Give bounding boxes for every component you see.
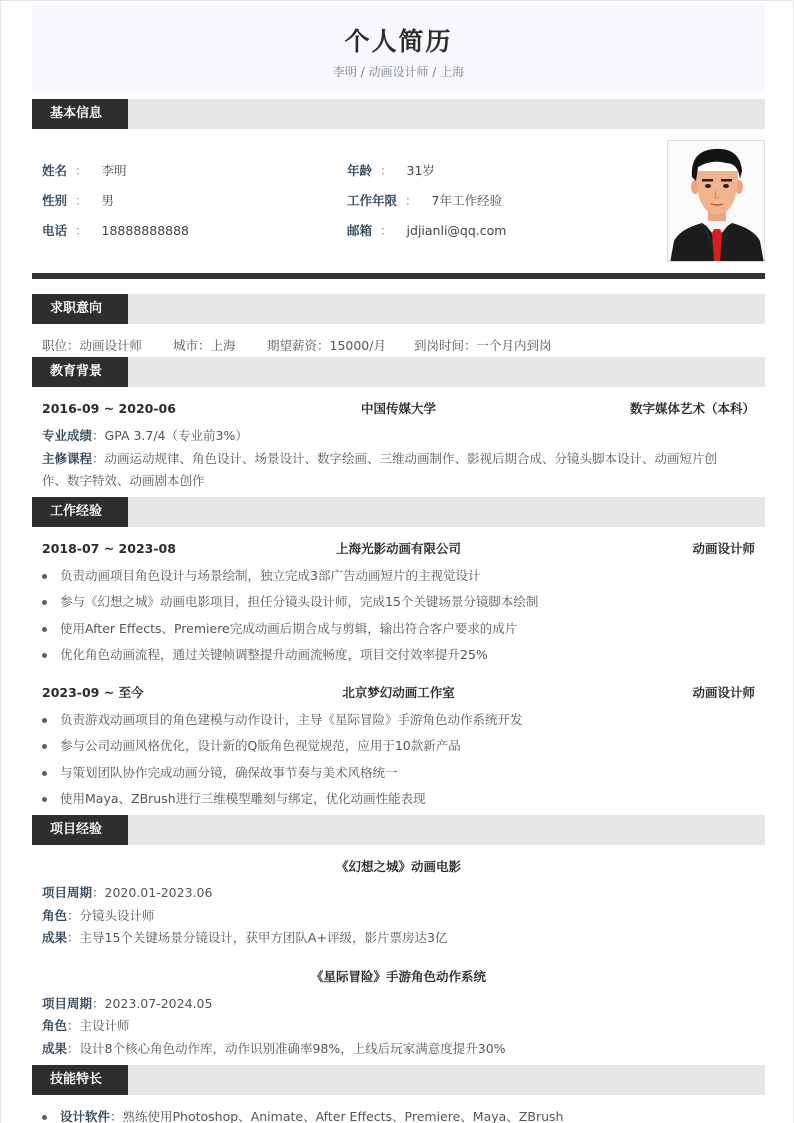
project-period: 项目周期：2020.01-2023.06 (42, 885, 213, 900)
section-header-projects (32, 815, 765, 845)
list-item: 负责游戏动画项目的角色建模与动作设计，主导《星际冒险》手游角色动作系统开发 (42, 712, 523, 728)
page-subtitle: 李明 / 动画设计师 / 上海 (332, 65, 465, 79)
info-phone: 电话 ： 18888888888 (42, 223, 190, 238)
education-school: 中国传媒大学 (360, 401, 436, 416)
info-name: 姓名 ： 李明 (42, 163, 127, 178)
resume-page (32, 1, 765, 1123)
section-header-skills (32, 1065, 765, 1095)
section-title: 基本信息 (32, 99, 128, 129)
avatar-photo (667, 140, 765, 262)
section-title: 项目经验 (32, 815, 128, 845)
list-item: 参与公司动画风格优化，设计新的Q版角色视觉规范，应用于10款新产品 (42, 738, 461, 754)
education-period: 2016-09 ~ 2020-06 (42, 401, 176, 416)
project-role: 角色：分镜头设计师 (42, 908, 155, 923)
section-header-work (32, 497, 765, 527)
list-item: 使用After Effects、Premiere完成动画后期合成与剪辑，输出符合客户要求的成片 (42, 621, 517, 637)
section-title: 教育背景 (32, 357, 128, 387)
project-title: 《星际冒险》手游角色动作系统 (310, 969, 486, 984)
list-item: 参与《幻想之城》动画电影项目，担任分镜头设计师，完成15个关键场景分镜脚本绘制 (42, 594, 538, 610)
list-item: 负责动画项目角色设计与场景绘制，独立完成3部广告动画短片的主视觉设计 (42, 568, 480, 584)
education-courses-cont: 作、数字特效、动画剧本创作 (42, 473, 205, 488)
work-row: 2018-07 ~ 2023-08 上海光影动画有限公司 动画设计师 (42, 541, 755, 556)
section-title: 技能特长 (32, 1065, 128, 1095)
info-age: 年龄 ： 31岁 (347, 163, 435, 178)
project-result: 成果：设计8个核心角色动作库，动作识别准确率98%，上线后玩家满意度提升30% (42, 1041, 506, 1056)
section-divider (32, 273, 765, 279)
resume-header (32, 3, 765, 93)
work-row: 2023-09 ~ 至今 北京梦幻动画工作室 动画设计师 (42, 685, 755, 700)
info-gender: 性别 ： 男 (42, 193, 115, 208)
list-item: 优化角色动画流程，通过关键帧调整提升动画流畅度，项目交付效率提升25% (42, 647, 488, 663)
list-item: 设计软件：熟练使用Photoshop、Animate、After Effects、Premiere、Maya、ZBrush (42, 1109, 563, 1123)
intent-position: 职位：动画设计师 (42, 338, 143, 353)
intent-arrival: 到岗时间：一个月内到岗 (414, 338, 552, 353)
section-title: 求职意向 (32, 294, 128, 324)
section-header-education (32, 357, 765, 387)
section-header-intent (32, 294, 765, 324)
education-major: 数字媒体艺术（本科） (629, 401, 755, 416)
intent-city: 城市：上海 (173, 338, 236, 353)
education-courses: 主修课程：动画运动规律、角色设计、场景设计、数字绘画、三维动画制作、影视后期合成、分镜头脚本设计、动画短片创 (42, 451, 718, 466)
project-period: 项目周期：2023.07-2024.05 (42, 996, 213, 1011)
education-row (42, 401, 755, 417)
info-email: 邮箱 ： jdjianli@qq.com (347, 223, 507, 238)
list-item: 与策划团队协作完成动画分镜，确保故事节奏与美术风格统一 (42, 765, 398, 781)
section-header-basic (32, 99, 765, 129)
intent-salary: 期望薪资：15000/月 (267, 338, 386, 353)
education-grade: 专业成绩：GPA 3.7/4（专业前3%） (42, 428, 248, 443)
avatar-icon (668, 141, 765, 262)
project-result: 成果：主导15个关键场景分镜设计，获甲方团队A+评级，影片票房达3亿 (42, 930, 448, 945)
page-title: 个人简历 (344, 27, 453, 56)
list-item: 使用Maya、ZBrush进行三维模型雕刻与绑定，优化动画性能表现 (42, 791, 426, 807)
info-years: 工作年限 ： 7年工作经验 (347, 193, 502, 208)
project-role: 角色：主设计师 (42, 1018, 130, 1033)
project-title: 《幻想之城》动画电影 (335, 859, 461, 874)
section-title: 工作经验 (32, 497, 128, 527)
